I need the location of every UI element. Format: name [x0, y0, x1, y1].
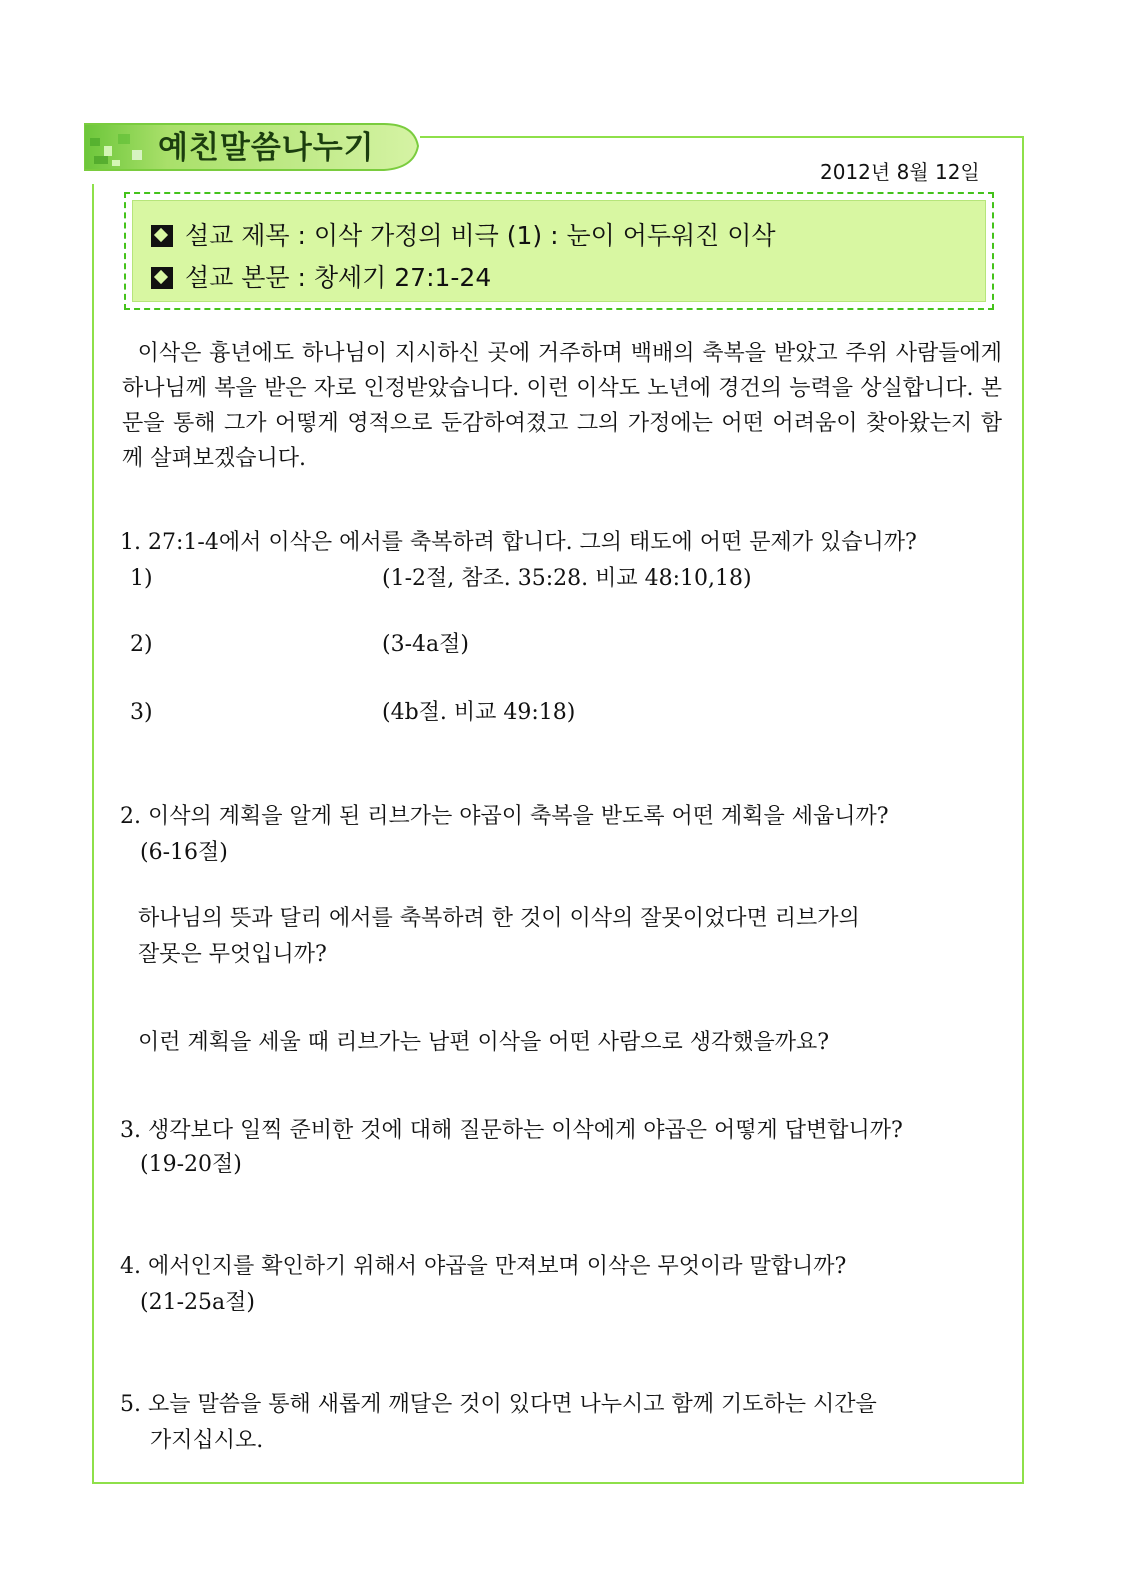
question-3: 3. 생각보다 일찍 준비한 것에 대해 질문하는 이삭에게 야곱은 어떻게 답변합니까?: [120, 1118, 903, 1143]
diamond-bullet-icon: [151, 225, 173, 247]
question-5-line1: 5. 오늘 말씀을 통해 새롭게 깨달은 것이 있다면 나누시고 함께 기도하는 시간을: [120, 1392, 877, 1417]
page-title: 예친말씀나누기: [158, 130, 375, 166]
sermon-text: 설교 본문 : 창세기 27:1-24: [185, 263, 492, 292]
intro-text: 이삭은 흉년에도 하나님이 지시하신 곳에 거주하며 백배의 축복을 받았고 주위 사람들에게 하나님께 복을 받은 자로 인정받았습니다. 이런 이삭도 노년에 경건의 능력을 상실합니다. 본문을 통해 그가 어떻게 영적으로 둔감하여졌고 그의 가정에는 어떤 어려움이 찾아왔는지 함께 살펴보겠습니다.: [122, 341, 1002, 471]
sermon-title-line: [151, 215, 985, 257]
question-1-item-ref: (4b절. 비교 49:18): [382, 700, 576, 725]
question-1-item-ref: (3-4a절): [382, 632, 469, 657]
question-1-item-num: 2): [130, 632, 153, 657]
question-4: 4. 에서인지를 확인하기 위해서 야곱을 만져보며 이삭은 무엇이라 말합니까?: [120, 1254, 847, 1279]
sermon-info-box: [124, 192, 994, 310]
question-2-sub2: 이런 계획을 세울 때 리브가는 남편 이삭을 어떤 사람으로 생각했을까요?: [138, 1030, 830, 1055]
question-1: 1. 27:1-4에서 이삭은 에서를 축복하려 합니다. 그의 태도에 어떤 문제가 있습니까?: [120, 530, 917, 555]
question-3-ref: (19-20절): [140, 1152, 242, 1177]
question-4-ref: (21-25a절): [140, 1290, 255, 1315]
question-2-sub1-line2: 잘못은 무엇입니까?: [138, 942, 327, 967]
date: 2012년 8월 12일: [820, 160, 980, 184]
question-1-item-num: 1): [130, 566, 153, 591]
sermon-title: 설교 제목 : 이삭 가정의 비극 (1) : 눈이 어두워진 이삭: [185, 221, 776, 250]
intro-paragraph: [122, 336, 1002, 476]
question-5-line2: 가지십시오.: [150, 1428, 264, 1453]
diamond-bullet-icon: [151, 267, 173, 289]
question-1-item-num: 3): [130, 700, 153, 725]
question-1-item-ref: (1-2절, 참조. 35:28. 비교 48:10,18): [382, 566, 752, 591]
question-2-ref: (6-16절): [140, 840, 228, 865]
question-2-sub1-line1: 하나님의 뜻과 달리 에서를 축복하려 한 것이 이삭의 잘못이었다면 리브가의: [138, 906, 860, 931]
sermon-text-line: [151, 257, 985, 299]
question-2: 2. 이삭의 계획을 알게 된 리브가는 야곱이 축복을 받도록 어떤 계획을 세웁니까?: [120, 804, 889, 829]
